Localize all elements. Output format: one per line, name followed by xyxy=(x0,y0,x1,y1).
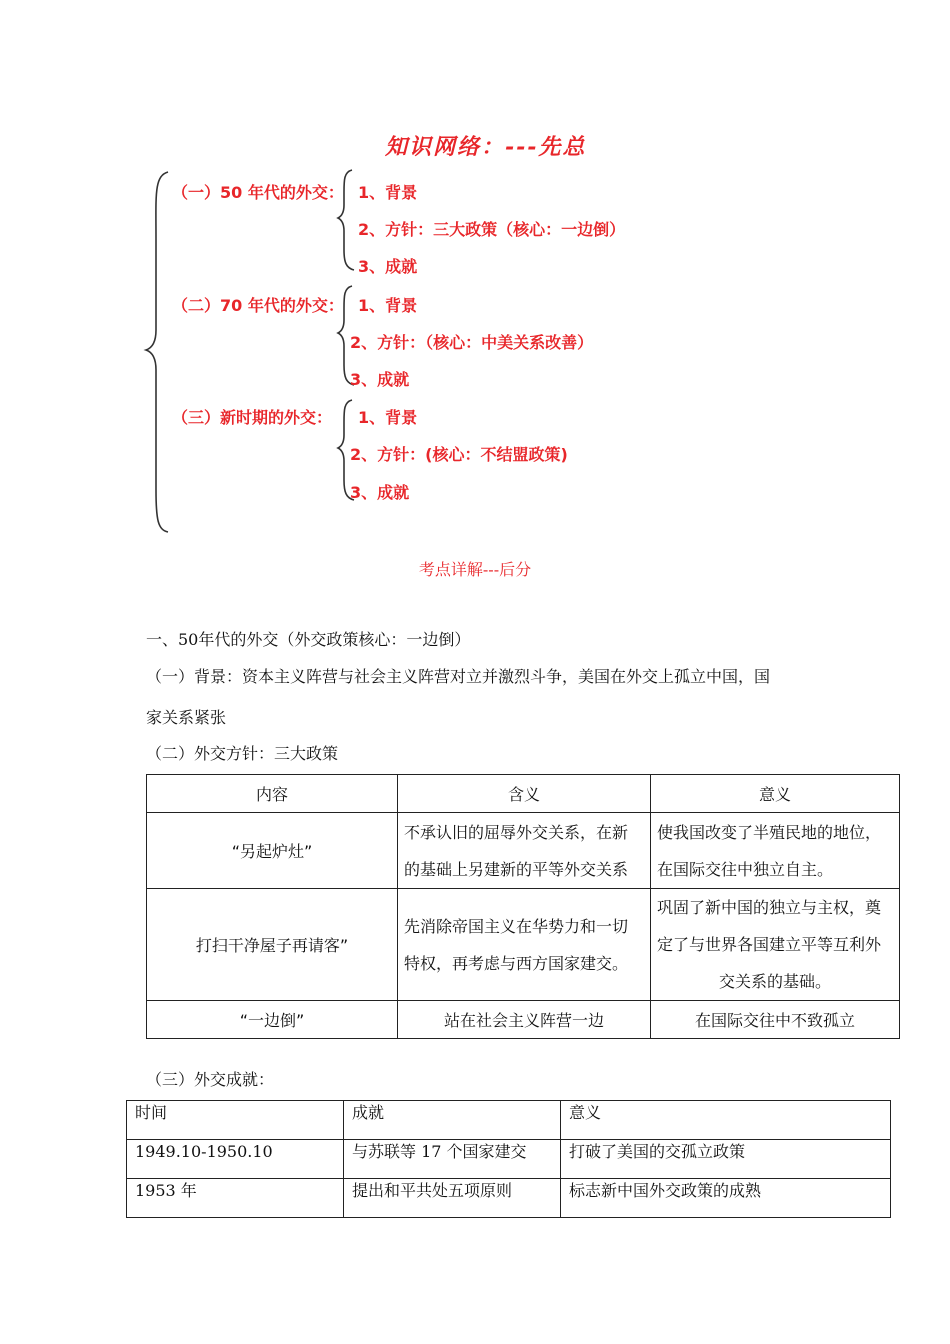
significance-line: 交关系的基础。 xyxy=(718,972,831,991)
branch-2-item-2: 2、方针：（核心：中美关系改善） xyxy=(350,333,594,352)
detail-section-title: 考点详解---后分 xyxy=(418,560,532,579)
policy-heading: （二）外交方针：三大政策 xyxy=(146,744,339,763)
branch-1-item-2: 2、方针：三大政策（核心：一边倒） xyxy=(358,220,626,239)
outer-brace xyxy=(146,172,168,532)
mindmap-braces xyxy=(0,0,950,560)
row-content: “一边倒” xyxy=(147,1001,398,1039)
row-significance xyxy=(651,889,900,1001)
heading-50s-diplomacy: 一、50年代的外交（外交政策核心：一边倒） xyxy=(146,630,471,649)
row-content: “另起炉灶” xyxy=(147,813,398,889)
cell-significance: 打破了美国的交孤立政策 xyxy=(561,1140,891,1179)
significance-line: 定了与世界各国建立平等互利外 xyxy=(657,935,882,954)
branch-3-item-1: 1、背景 xyxy=(358,408,418,427)
cell-time: 1949.10-1950.10 xyxy=(127,1140,344,1179)
header-achievement: 成就 xyxy=(344,1101,561,1140)
cell-achievement: 提出和平共处五项原则 xyxy=(344,1179,561,1218)
meaning-line: 特权，再考虑与西方国家建交。 xyxy=(404,953,629,973)
header-significance: 意义 xyxy=(651,775,900,813)
significance-line: 巩固了新中国的独立与主权，奠 xyxy=(657,898,882,917)
significance-line: 使我国改变了半殖民地的地位， xyxy=(657,822,882,842)
row-significance xyxy=(651,813,900,889)
header-significance: 意义 xyxy=(561,1101,891,1140)
table-row xyxy=(127,1140,891,1179)
meaning-line: 不承认旧的屈辱外交关系，在新 xyxy=(404,822,629,842)
table-row xyxy=(147,889,900,1001)
branch-2-label: （二）70 年代的外交： xyxy=(172,296,344,315)
meaning-line: 的基础上另建新的平等外交关系 xyxy=(404,859,629,879)
achievement-heading: （三）外交成就： xyxy=(146,1070,275,1089)
table-header-row xyxy=(147,775,900,813)
background-line-1: （一）背景：资本主义阵营与社会主义阵营对立并激烈斗争，美国在外交上孤立中国，国 xyxy=(146,667,771,686)
branch-3-item-2: 2、方针：(核心：不结盟政策) xyxy=(350,445,568,464)
cell-achievement: 与苏联等 17 个国家建交 xyxy=(344,1140,561,1179)
row-meaning xyxy=(398,813,651,889)
branch-2-item-1: 1、背景 xyxy=(358,296,418,315)
branch-3-label: （三）新时期的外交： xyxy=(172,408,333,427)
header-meaning: 含义 xyxy=(398,775,651,813)
row-content: 打扫干净屋子再请客” xyxy=(147,889,398,1001)
row-meaning: 站在社会主义阵营一边 xyxy=(398,1001,651,1039)
table-row xyxy=(147,813,900,889)
policy-table xyxy=(146,774,900,1039)
row-meaning xyxy=(398,889,651,1001)
branch-1-label: （一）50 年代的外交： xyxy=(172,183,344,202)
branch-1-item-3: 3、成就 xyxy=(358,257,418,276)
cell-significance: 标志新中国外交政策的成熟 xyxy=(561,1179,891,1218)
row-significance: 在国际交往中不致孤立 xyxy=(651,1001,900,1039)
table-row xyxy=(147,1001,900,1039)
achievement-table xyxy=(126,1100,891,1218)
table-header-row xyxy=(127,1101,891,1140)
table-row xyxy=(127,1179,891,1218)
branch-3-item-3: 3、成就 xyxy=(350,483,410,502)
branch-2-item-3: 3、成就 xyxy=(350,370,410,389)
cell-time: 1953 年 xyxy=(127,1179,344,1218)
meaning-line: 先消除帝国主义在华势力和一切 xyxy=(404,916,629,936)
knowledge-network-title: 知识网络：---先总 xyxy=(385,134,587,160)
background-line-2: 家关系紧张 xyxy=(146,708,227,727)
branch-1-item-1: 1、背景 xyxy=(358,183,418,202)
significance-line: 在国际交往中独立自主。 xyxy=(657,859,834,879)
header-time: 时间 xyxy=(127,1101,344,1140)
header-content: 内容 xyxy=(147,775,398,813)
